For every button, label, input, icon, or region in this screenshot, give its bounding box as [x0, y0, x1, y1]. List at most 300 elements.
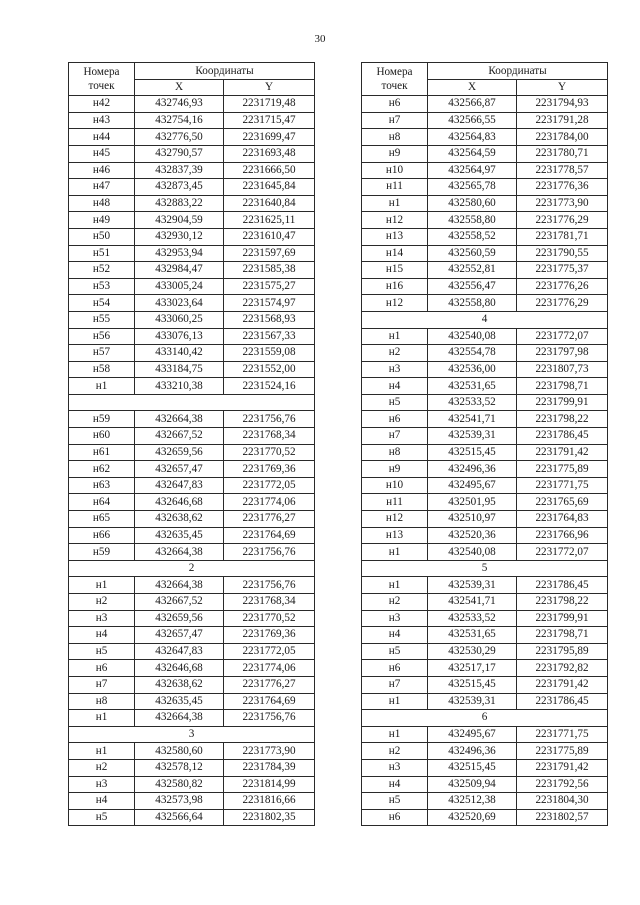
point-number-cell: н15	[362, 262, 428, 279]
table-row	[362, 262, 608, 279]
point-number-cell: н1	[69, 710, 135, 727]
table-row	[362, 610, 608, 627]
table-row	[362, 145, 608, 162]
x-coordinate-cell: 432667,52	[135, 594, 224, 611]
table-row	[69, 544, 315, 561]
table-row	[69, 594, 315, 611]
table-row	[69, 461, 315, 478]
x-coordinate-cell: 432520,36	[428, 527, 517, 544]
point-number-cell: н1	[69, 378, 135, 395]
table-row	[362, 112, 608, 129]
y-coordinate-cell: 2231765,69	[517, 494, 608, 511]
x-coordinate-cell: 432564,59	[428, 145, 517, 162]
y-coordinate-cell: 2231764,83	[517, 511, 608, 528]
point-number-cell: н11	[362, 494, 428, 511]
x-coordinate-cell: 432496,36	[428, 743, 517, 760]
y-coordinate-cell: 2231715,47	[224, 112, 315, 129]
x-coordinate-cell: 432647,83	[135, 643, 224, 660]
y-coordinate-cell: 2231559,08	[224, 345, 315, 362]
table-row	[69, 295, 315, 312]
table-row	[362, 643, 608, 660]
table-row	[69, 759, 315, 776]
table-row	[362, 278, 608, 295]
x-coordinate-cell: 432541,71	[428, 411, 517, 428]
table-row	[69, 809, 315, 826]
y-coordinate-cell: 2231756,76	[224, 710, 315, 727]
x-coordinate-cell: 432646,68	[135, 494, 224, 511]
table-row	[69, 660, 315, 677]
table-row	[362, 660, 608, 677]
table-row	[362, 676, 608, 693]
x-coordinate-cell: 432517,17	[428, 660, 517, 677]
y-coordinate-cell: 2231772,07	[517, 544, 608, 561]
y-coordinate-cell: 2231776,26	[517, 278, 608, 295]
section-number: 3	[69, 726, 315, 743]
x-coordinate-cell: 432883,22	[135, 195, 224, 212]
x-coordinate-cell: 432510,97	[428, 511, 517, 528]
table-row	[362, 195, 608, 212]
point-number-cell: н5	[69, 809, 135, 826]
x-coordinate-cell: 432540,08	[428, 328, 517, 345]
table-row	[69, 627, 315, 644]
point-number-cell: н2	[362, 345, 428, 362]
point-number-cell: н62	[69, 461, 135, 478]
table-row	[362, 511, 608, 528]
point-number-cell: н2	[69, 759, 135, 776]
table-row	[362, 494, 608, 511]
table-row	[362, 809, 608, 826]
point-number-cell: н1	[362, 577, 428, 594]
point-number-header	[69, 63, 135, 96]
table-row	[362, 394, 608, 411]
y-coordinate-cell: 2231610,47	[224, 228, 315, 245]
table-row	[362, 345, 608, 362]
y-coordinate-cell: 2231776,29	[517, 295, 608, 312]
point-number-cell: н2	[362, 743, 428, 760]
point-number-cell: н3	[362, 361, 428, 378]
y-coordinate-cell: 2231719,48	[224, 96, 315, 113]
table-row	[69, 477, 315, 494]
point-number-cell: н13	[362, 527, 428, 544]
table-row	[69, 743, 315, 760]
y-coordinate-cell: 2231699,47	[224, 129, 315, 146]
x-coordinate-cell: 432531,65	[428, 378, 517, 395]
point-number-cell: н4	[362, 776, 428, 793]
x-coordinate-cell: 432539,31	[428, 428, 517, 445]
table-row	[362, 743, 608, 760]
y-coordinate-cell: 2231775,37	[517, 262, 608, 279]
y-coordinate-cell: 2231792,56	[517, 776, 608, 793]
x-coordinate-cell: 432746,93	[135, 96, 224, 113]
table-row	[69, 494, 315, 511]
point-number-cell: н7	[362, 676, 428, 693]
table-row	[69, 278, 315, 295]
y-coordinate-cell: 2231798,71	[517, 627, 608, 644]
x-coordinate-cell: 432578,12	[135, 759, 224, 776]
table-row	[69, 311, 315, 328]
section-number: 5	[362, 560, 608, 577]
table-row	[69, 129, 315, 146]
point-number-cell: н7	[362, 428, 428, 445]
y-coordinate-cell: 2231802,57	[517, 809, 608, 826]
point-number-cell: н6	[69, 660, 135, 677]
point-number-cell: н1	[69, 743, 135, 760]
point-number-cell: н12	[362, 212, 428, 229]
point-number-cell: н6	[362, 411, 428, 428]
y-coordinate-cell: 2231756,76	[224, 544, 315, 561]
y-coordinate-cell: 2231772,05	[224, 643, 315, 660]
x-coordinate-cell: 432533,52	[428, 610, 517, 627]
point-number-cell: н4	[69, 793, 135, 810]
table-row	[362, 461, 608, 478]
section-header-row	[69, 726, 315, 743]
x-coordinate-cell: 433076,13	[135, 328, 224, 345]
point-number-cell: н13	[362, 228, 428, 245]
point-number-cell: н44	[69, 129, 135, 146]
y-coordinate-cell: 2231776,29	[517, 212, 608, 229]
x-coordinate-cell: 433023,64	[135, 295, 224, 312]
y-coordinate-cell: 2231756,76	[224, 577, 315, 594]
x-coordinate-cell: 432509,94	[428, 776, 517, 793]
table-row	[362, 228, 608, 245]
y-coordinate-cell: 2231771,75	[517, 477, 608, 494]
y-coordinate-cell: 2231771,75	[517, 726, 608, 743]
y-coordinate-cell: 2231814,99	[224, 776, 315, 793]
point-number-cell: н55	[69, 311, 135, 328]
table-row	[69, 179, 315, 196]
point-number-cell: н1	[362, 544, 428, 561]
x-coordinate-cell: 432904,59	[135, 212, 224, 229]
point-number-cell: н65	[69, 511, 135, 528]
point-number-cell: н1	[362, 195, 428, 212]
table-row	[362, 179, 608, 196]
table-row	[69, 96, 315, 113]
x-coordinate-cell: 432564,83	[428, 129, 517, 146]
point-number-header	[362, 63, 428, 96]
coordinates-header: Координаты	[135, 63, 315, 80]
y-coordinate-cell: 2231567,33	[224, 328, 315, 345]
x-coordinate-cell: 432501,95	[428, 494, 517, 511]
table-row	[362, 378, 608, 395]
point-number-cell: н6	[362, 660, 428, 677]
y-coordinate-cell: 2231772,05	[224, 477, 315, 494]
x-coordinate-cell: 433184,75	[135, 361, 224, 378]
point-number-cell: н46	[69, 162, 135, 179]
x-coordinate-cell: 432646,68	[135, 660, 224, 677]
x-coordinate-cell: 432515,45	[428, 444, 517, 461]
y-coordinate-cell: 2231640,84	[224, 195, 315, 212]
y-coordinate-cell: 2231775,89	[517, 743, 608, 760]
section-number	[69, 394, 315, 411]
table-row	[362, 776, 608, 793]
y-coordinate-cell: 2231774,06	[224, 494, 315, 511]
point-number-header-line2: точек	[381, 80, 408, 93]
point-number-cell: н3	[69, 610, 135, 627]
point-number-cell: н64	[69, 494, 135, 511]
point-number-cell: н8	[362, 129, 428, 146]
x-coordinate-cell: 432556,47	[428, 278, 517, 295]
table-row	[362, 212, 608, 229]
y-coordinate-cell: 2231769,36	[224, 461, 315, 478]
x-coordinate-cell: 432837,39	[135, 162, 224, 179]
point-number-cell: н63	[69, 477, 135, 494]
y-coordinate-cell: 2231768,34	[224, 594, 315, 611]
x-coordinate-cell: 432552,81	[428, 262, 517, 279]
point-number-cell: н1	[362, 693, 428, 710]
point-number-cell: н48	[69, 195, 135, 212]
table-row	[69, 228, 315, 245]
y-coordinate-cell: 2231693,48	[224, 145, 315, 162]
x-coordinate-cell: 432984,47	[135, 262, 224, 279]
x-coordinate-cell: 432560,59	[428, 245, 517, 262]
y-coordinate-cell: 2231791,42	[517, 676, 608, 693]
table-row	[362, 627, 608, 644]
table-row	[362, 295, 608, 312]
point-number-cell: н5	[362, 394, 428, 411]
point-number-cell: н6	[362, 96, 428, 113]
x-header: X	[428, 79, 517, 96]
table-row	[362, 759, 608, 776]
point-number-cell: н59	[69, 544, 135, 561]
point-number-cell: н9	[362, 461, 428, 478]
point-number-cell: н8	[362, 444, 428, 461]
table-row	[362, 328, 608, 345]
x-coordinate-cell: 432512,38	[428, 793, 517, 810]
x-coordinate-cell: 432495,67	[428, 477, 517, 494]
x-coordinate-cell: 432530,29	[428, 643, 517, 660]
x-coordinate-cell: 432564,97	[428, 162, 517, 179]
x-coordinate-cell: 432566,64	[135, 809, 224, 826]
y-coordinate-cell: 2231791,42	[517, 444, 608, 461]
x-coordinate-cell: 432533,52	[428, 394, 517, 411]
point-number-header-line1: Номера	[83, 66, 120, 79]
table-row	[69, 162, 315, 179]
y-coordinate-cell: 2231666,50	[224, 162, 315, 179]
x-coordinate-cell: 432638,62	[135, 676, 224, 693]
x-coordinate-cell: 432664,38	[135, 411, 224, 428]
point-number-cell: н11	[362, 179, 428, 196]
section-header-row	[362, 311, 608, 328]
x-coordinate-cell: 432657,47	[135, 627, 224, 644]
table-row	[362, 96, 608, 113]
section-header-row	[362, 560, 608, 577]
point-number-cell: н12	[362, 511, 428, 528]
x-coordinate-cell: 432635,45	[135, 527, 224, 544]
y-coordinate-cell: 2231597,69	[224, 245, 315, 262]
x-coordinate-cell: 432635,45	[135, 693, 224, 710]
y-coordinate-cell: 2231766,96	[517, 527, 608, 544]
y-coordinate-cell: 2231772,07	[517, 328, 608, 345]
y-coordinate-cell: 2231776,27	[224, 676, 315, 693]
y-coordinate-cell: 2231807,73	[517, 361, 608, 378]
table-row	[69, 643, 315, 660]
table-row	[362, 444, 608, 461]
y-coordinate-cell: 2231786,45	[517, 577, 608, 594]
y-coordinate-cell: 2231575,27	[224, 278, 315, 295]
y-coordinate-cell: 2231804,30	[517, 793, 608, 810]
page-number: 30	[314, 33, 326, 45]
table-row	[69, 444, 315, 461]
y-coordinate-cell: 2231786,45	[517, 693, 608, 710]
x-coordinate-cell: 432659,56	[135, 444, 224, 461]
point-number-cell: н3	[362, 610, 428, 627]
coordinates-table-right	[361, 62, 608, 826]
table-right-body	[362, 96, 608, 826]
point-number-header-line1: Номера	[376, 66, 413, 79]
x-coordinate-cell: 432541,71	[428, 594, 517, 611]
table-row	[362, 129, 608, 146]
x-coordinate-cell: 432558,80	[428, 295, 517, 312]
y-coordinate-cell: 2231764,69	[224, 693, 315, 710]
y-coordinate-cell: 2231786,45	[517, 428, 608, 445]
x-coordinate-cell: 432558,80	[428, 212, 517, 229]
y-coordinate-cell: 2231791,28	[517, 112, 608, 129]
table-row	[69, 195, 315, 212]
x-coordinate-cell: 432790,57	[135, 145, 224, 162]
x-coordinate-cell: 432496,36	[428, 461, 517, 478]
point-number-cell: н7	[362, 112, 428, 129]
point-number-cell: н3	[69, 776, 135, 793]
x-coordinate-cell: 432647,83	[135, 477, 224, 494]
x-coordinate-cell: 433005,24	[135, 278, 224, 295]
y-coordinate-cell: 2231770,52	[224, 610, 315, 627]
point-number-cell: н45	[69, 145, 135, 162]
point-number-cell: н10	[362, 162, 428, 179]
point-number-cell: н10	[362, 477, 428, 494]
table-row	[69, 776, 315, 793]
y-coordinate-cell: 2231798,22	[517, 594, 608, 611]
section-header-row	[69, 394, 315, 411]
y-header: Y	[517, 79, 608, 96]
x-header: X	[135, 79, 224, 96]
table-row	[69, 428, 315, 445]
y-coordinate-cell: 2231625,11	[224, 212, 315, 229]
y-coordinate-cell: 2231790,55	[517, 245, 608, 262]
point-number-cell: н58	[69, 361, 135, 378]
y-coordinate-cell: 2231780,71	[517, 145, 608, 162]
table-row	[362, 477, 608, 494]
table-row	[362, 245, 608, 262]
point-number-cell: н8	[69, 693, 135, 710]
y-coordinate-cell: 2231773,90	[517, 195, 608, 212]
x-coordinate-cell: 432776,50	[135, 129, 224, 146]
point-number-cell: н1	[362, 726, 428, 743]
y-coordinate-cell: 2231794,93	[517, 96, 608, 113]
x-coordinate-cell: 432515,45	[428, 759, 517, 776]
section-number: 6	[362, 710, 608, 727]
point-number-cell: н47	[69, 179, 135, 196]
x-coordinate-cell: 432659,56	[135, 610, 224, 627]
y-coordinate-cell: 2231524,16	[224, 378, 315, 395]
point-number-cell: н7	[69, 676, 135, 693]
table-row	[362, 428, 608, 445]
point-number-cell: н66	[69, 527, 135, 544]
y-coordinate-cell: 2231756,76	[224, 411, 315, 428]
point-number-cell: н53	[69, 278, 135, 295]
point-number-cell: н14	[362, 245, 428, 262]
x-coordinate-cell: 432657,47	[135, 461, 224, 478]
x-coordinate-cell: 432953,94	[135, 245, 224, 262]
y-coordinate-cell: 2231574,97	[224, 295, 315, 312]
point-number-cell: н43	[69, 112, 135, 129]
x-coordinate-cell: 432554,78	[428, 345, 517, 362]
y-coordinate-cell: 2231792,82	[517, 660, 608, 677]
point-number-cell: н50	[69, 228, 135, 245]
table-row	[69, 793, 315, 810]
point-number-cell: н2	[69, 594, 135, 611]
point-number-cell: н9	[362, 145, 428, 162]
point-number-cell: н54	[69, 295, 135, 312]
table-row	[69, 112, 315, 129]
x-coordinate-cell: 432540,08	[428, 544, 517, 561]
x-coordinate-cell: 432873,45	[135, 179, 224, 196]
y-coordinate-cell: 2231773,90	[224, 743, 315, 760]
table-row	[69, 262, 315, 279]
table-row	[362, 162, 608, 179]
point-number-cell: н3	[362, 759, 428, 776]
table-row	[362, 693, 608, 710]
header-row-top	[362, 63, 608, 80]
y-coordinate-cell: 2231776,27	[224, 511, 315, 528]
section-number: 2	[69, 560, 315, 577]
y-coordinate-cell: 2231799,91	[517, 610, 608, 627]
table-row	[362, 411, 608, 428]
x-coordinate-cell: 432664,38	[135, 577, 224, 594]
y-coordinate-cell: 2231797,98	[517, 345, 608, 362]
point-number-cell: н5	[362, 793, 428, 810]
x-coordinate-cell: 432495,67	[428, 726, 517, 743]
x-coordinate-cell: 433210,38	[135, 378, 224, 395]
x-coordinate-cell: 432531,65	[428, 627, 517, 644]
y-coordinate-cell: 2231645,84	[224, 179, 315, 196]
point-number-cell: н60	[69, 428, 135, 445]
table-row	[69, 577, 315, 594]
table-row	[362, 577, 608, 594]
coordinates-header: Координаты	[428, 63, 608, 80]
point-number-cell: н4	[69, 627, 135, 644]
y-coordinate-cell: 2231798,22	[517, 411, 608, 428]
x-coordinate-cell: 433060,25	[135, 311, 224, 328]
y-coordinate-cell: 2231768,34	[224, 428, 315, 445]
table-row	[69, 345, 315, 362]
point-number-cell: н57	[69, 345, 135, 362]
y-coordinate-cell: 2231769,36	[224, 627, 315, 644]
y-coordinate-cell: 2231781,71	[517, 228, 608, 245]
table-row	[69, 378, 315, 395]
table-row	[69, 411, 315, 428]
table-row	[69, 610, 315, 627]
table-row	[69, 245, 315, 262]
section-number: 4	[362, 311, 608, 328]
x-coordinate-cell: 432580,60	[135, 743, 224, 760]
point-number-cell: н51	[69, 245, 135, 262]
point-number-header-line2: точек	[88, 80, 115, 93]
table-row	[69, 361, 315, 378]
y-coordinate-cell: 2231795,89	[517, 643, 608, 660]
y-header: Y	[224, 79, 315, 96]
table-row	[362, 726, 608, 743]
coordinates-table-left	[68, 62, 315, 826]
point-number-cell: н4	[362, 378, 428, 395]
x-coordinate-cell: 432515,45	[428, 676, 517, 693]
table-row	[69, 212, 315, 229]
section-header-row	[362, 710, 608, 727]
point-number-cell: н4	[362, 627, 428, 644]
x-coordinate-cell: 432520,69	[428, 809, 517, 826]
y-coordinate-cell: 2231585,38	[224, 262, 315, 279]
point-number-cell: н59	[69, 411, 135, 428]
x-coordinate-cell: 432930,12	[135, 228, 224, 245]
